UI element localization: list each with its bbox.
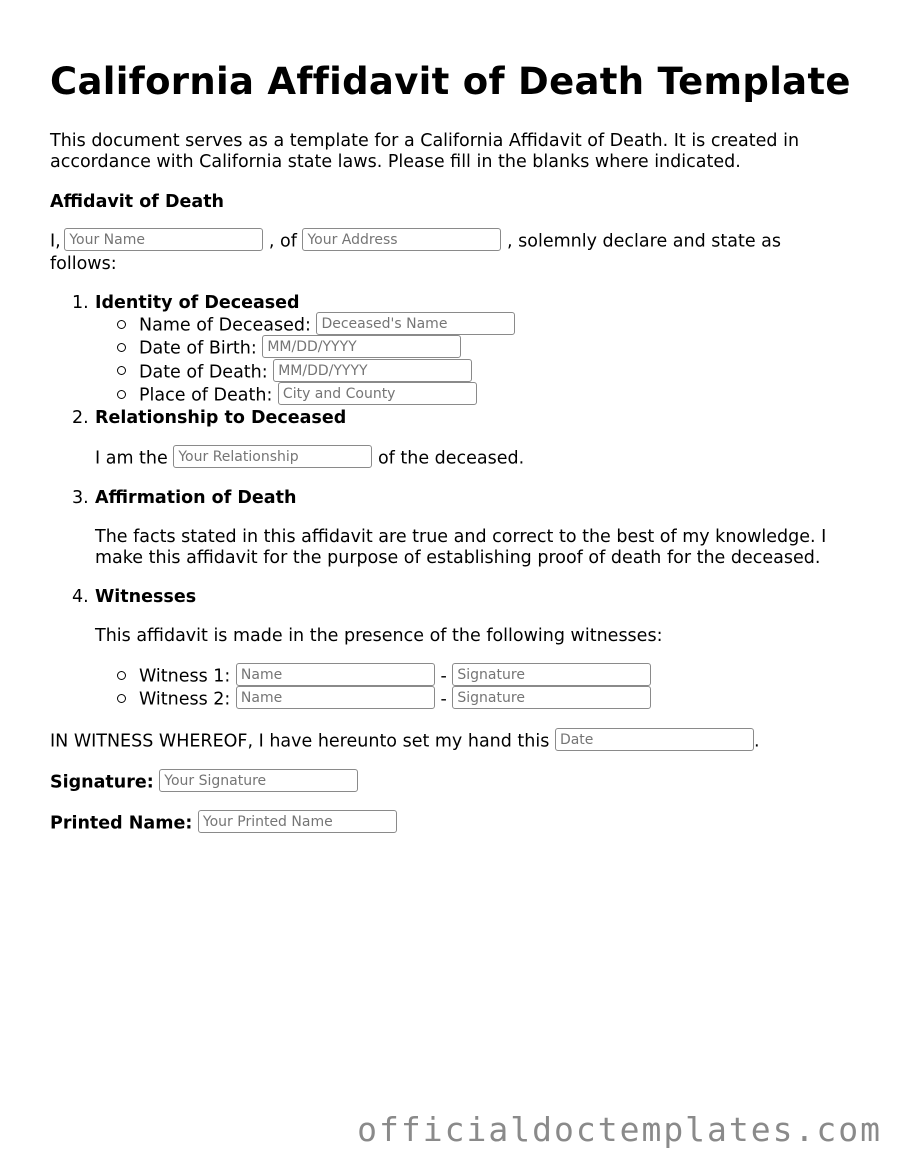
deceased-name-input[interactable]	[316, 312, 515, 335]
item-number: 2.	[72, 408, 89, 428]
relationship-suffix: of the deceased.	[377, 448, 525, 469]
witness-1-signature-input[interactable]	[452, 663, 651, 686]
section-heading: Affidavit of Death	[50, 192, 225, 212]
bullet	[117, 671, 126, 680]
declaration-suffix: , solemnly declare and state as	[507, 231, 781, 252]
witness-1-name-input[interactable]	[236, 663, 435, 686]
printed-name-row	[50, 812, 397, 835]
deceased-name-label: Name of Deceased:	[139, 315, 311, 336]
signature-input[interactable]	[159, 769, 358, 792]
witness-whereof-end: .	[753, 731, 760, 752]
dod-input[interactable]	[273, 359, 472, 382]
deceased-name-row	[139, 314, 515, 337]
page-title: California Affidavit of Death Template	[50, 60, 851, 103]
bullet	[117, 320, 126, 329]
your-name-input[interactable]	[64, 228, 263, 251]
item-title-affirmation: Affirmation of Death	[95, 488, 297, 508]
relationship-line	[95, 447, 524, 470]
witness-1-label: Witness 1:	[139, 666, 231, 687]
dod-label: Date of Death:	[139, 362, 268, 383]
witness-whereof-text: IN WITNESS WHEREOF, I have hereunto set my hand this	[50, 731, 550, 752]
item-number: 3.	[72, 488, 89, 508]
dob-input[interactable]	[262, 335, 461, 358]
declaration-suffix-2: follows:	[50, 254, 117, 274]
item-title-witnesses: Witnesses	[95, 587, 197, 607]
witness-2-name-input[interactable]	[236, 686, 435, 709]
witness-whereof-line	[50, 730, 760, 753]
declaration-of: , of	[268, 231, 297, 252]
dob-label: Date of Birth:	[139, 338, 257, 359]
bullet	[117, 343, 126, 352]
witness-2-signature-input[interactable]	[452, 686, 651, 709]
item-title-relationship: Relationship to Deceased	[95, 408, 347, 428]
date-input[interactable]	[555, 728, 754, 751]
bullet	[117, 694, 126, 703]
relationship-prefix: I am the	[95, 448, 168, 469]
witness-2-dash: -	[440, 689, 447, 710]
affirmation-paragraph: The facts stated in this affidavit are true and correct to the best of my knowledge. I make this affidavit for the purpose of establishing proof of death for the deceased.	[95, 527, 827, 568]
pod-row	[139, 384, 477, 407]
witness-2-row	[139, 688, 651, 711]
pod-input[interactable]	[278, 382, 477, 405]
witness-1-dash: -	[440, 666, 447, 687]
dod-row	[139, 361, 472, 384]
intro-paragraph: This document serves as a template for a California Affidavit of Death. It is created in accordance with California state laws. Please fill in the blanks where indicated.	[50, 131, 800, 172]
declaration-prefix: I,	[50, 231, 61, 252]
bullet	[117, 366, 126, 375]
printed-name-label: Printed Name:	[50, 813, 193, 834]
declaration-line	[50, 230, 781, 253]
signature-row	[50, 771, 358, 794]
item-number: 4.	[72, 587, 89, 607]
pod-label: Place of Death:	[139, 385, 273, 406]
your-address-input[interactable]	[302, 228, 501, 251]
printed-name-input[interactable]	[198, 810, 397, 833]
relationship-input[interactable]	[173, 445, 372, 468]
bullet	[117, 390, 126, 399]
witness-1-row	[139, 665, 651, 688]
dob-row	[139, 337, 461, 360]
item-title-identity: Identity of Deceased	[95, 293, 300, 313]
witnesses-intro: This affidavit is made in the presence of the following witnesses:	[95, 626, 663, 646]
witness-2-label: Witness 2:	[139, 689, 231, 710]
watermark: officialdoctemplates.com	[357, 1110, 882, 1149]
item-number: 1.	[72, 293, 89, 313]
signature-label: Signature:	[50, 772, 154, 793]
